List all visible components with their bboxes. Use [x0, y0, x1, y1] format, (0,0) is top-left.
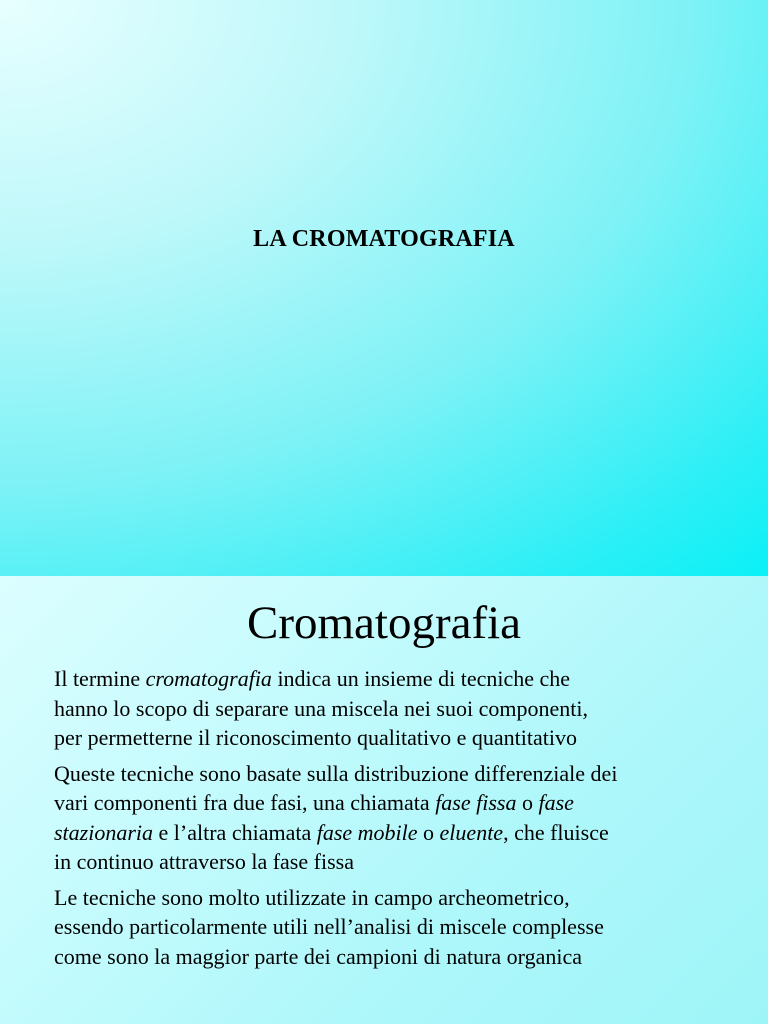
text-line: [54, 788, 759, 818]
slide-1-title: LA CROMATOGRAFIA: [253, 226, 515, 252]
text-segment: Il termine: [54, 666, 146, 691]
term-fase-mobile: fase mobile: [316, 819, 418, 845]
text-line: hanno lo scopo di separare una miscela nei suoi componenti,: [54, 695, 588, 721]
text-line: essendo particolarmente utili nell’analisi di miscele complesse: [54, 914, 604, 939]
text-segment: , che fluisce: [503, 819, 609, 845]
text-line: Le tecniche sono molto utilizzate in campo archeometrico,: [54, 884, 570, 910]
term-fase-fissa: fase fissa: [435, 790, 517, 815]
term-cromatografia: cromatografia: [145, 666, 272, 691]
text-segment: indica un insieme di tecniche che: [271, 666, 571, 691]
text-line: [54, 818, 759, 848]
slide-2-body: [54, 664, 759, 977]
term-fase: fase: [538, 790, 574, 815]
text-line: come sono la maggior parte dei campioni di natura organica: [54, 943, 583, 969]
slide-2-title: Cromatografia: [246, 597, 522, 649]
paragraph-definition: [54, 664, 759, 753]
text-segment: vari componenti fra due fasi, una chiamata: [54, 790, 436, 815]
text-segment: o: [516, 790, 539, 815]
text-line: per permetterne il riconoscimento qualitativo e quantitativo: [54, 725, 577, 750]
text-line: Queste tecniche sono basate sulla distribuzione differenziale dei: [54, 760, 618, 786]
text-line: [54, 664, 759, 694]
slide-2: [0, 576, 768, 1024]
paragraph-phases: [54, 759, 759, 877]
term-eluente: eluente: [439, 819, 504, 845]
term-stazionaria: stazionaria: [54, 819, 154, 845]
text-line: in continuo attraverso la fase fissa: [54, 849, 354, 874]
text-segment: o: [417, 819, 440, 845]
paragraph-applications: [54, 883, 759, 972]
text-segment: e l’altra chiamata: [153, 819, 317, 845]
